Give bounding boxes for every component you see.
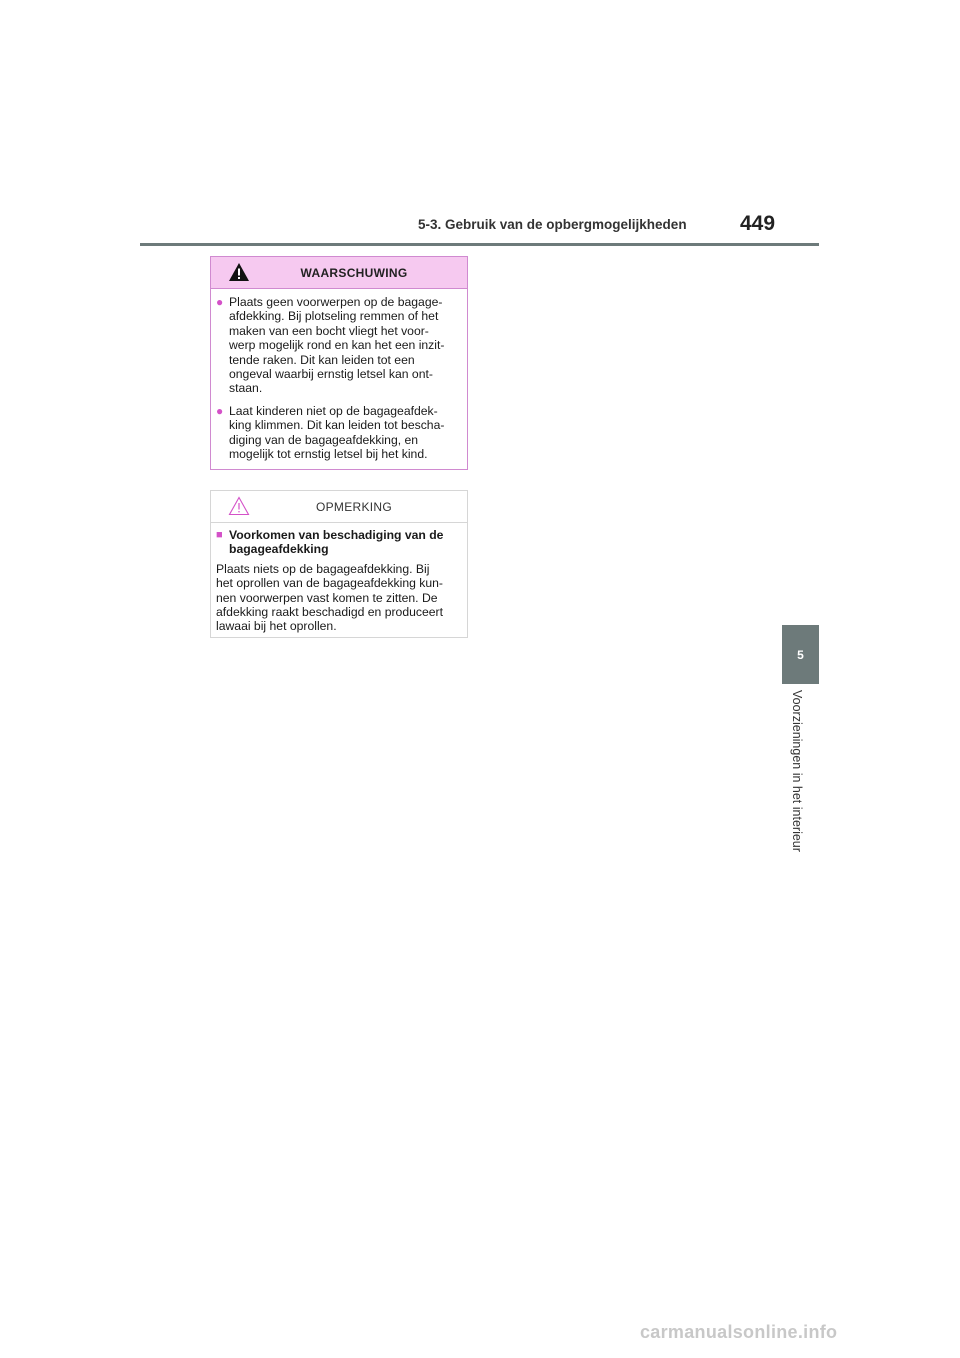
chapter-label: Voorzieningen in het interieur	[790, 690, 804, 852]
warning-item	[211, 404, 467, 462]
bullet-square-icon: ■	[216, 529, 223, 541]
note-body-text: Plaats niets op de bagageafdekking. Bij het oprollen van de bagageafdekking kun- nen voorwerpen vast komen te zitten. De afdekking raakt beschadigd en produceert lawaai bij het oprollen.	[216, 561, 443, 634]
note-subheading	[211, 528, 467, 557]
section-title: 5-3. Gebruik van de opbergmogelijkheden	[418, 217, 687, 232]
warning-item-text: Laat kinderen niet op de bagageafdek- king klimmen. Dit kan leiden tot bescha- diging van de bagageafdekking, en mogelijk tot ernstig letsel bij het kind.	[229, 403, 445, 462]
warning-item-text: Plaats geen voorwerpen op de bagage- afdekking. Bij plotseling remmen of het maken van een bocht vliegt het voor- werp mogelijk rond en kan het een inzit- tende raken. Dit kan leiden tot een ongeval waarbij ernstig letsel kan ont- staan.	[229, 295, 445, 396]
warning-header	[211, 257, 467, 289]
page-number: 449	[740, 212, 776, 235]
caution-triangle-outline-icon	[228, 496, 250, 521]
bullet-round-icon: ●	[216, 403, 224, 418]
note-title: OPMERKING	[315, 499, 393, 514]
bullet-round-icon: ●	[216, 295, 224, 309]
watermark: carmanualsonline.info	[640, 1322, 838, 1342]
warning-item	[211, 295, 467, 396]
chapter-number: 5	[797, 647, 804, 662]
note-header	[211, 491, 467, 523]
chapter-tab	[782, 625, 819, 684]
note-heading-text: Voorkomen van beschadiging van de bagageafdekking	[229, 528, 444, 557]
note-box	[210, 490, 468, 638]
header-divider	[140, 243, 819, 246]
warning-title: WAARSCHUWING	[300, 265, 408, 280]
warning-triangle-icon	[228, 262, 250, 287]
warning-box	[210, 256, 468, 470]
